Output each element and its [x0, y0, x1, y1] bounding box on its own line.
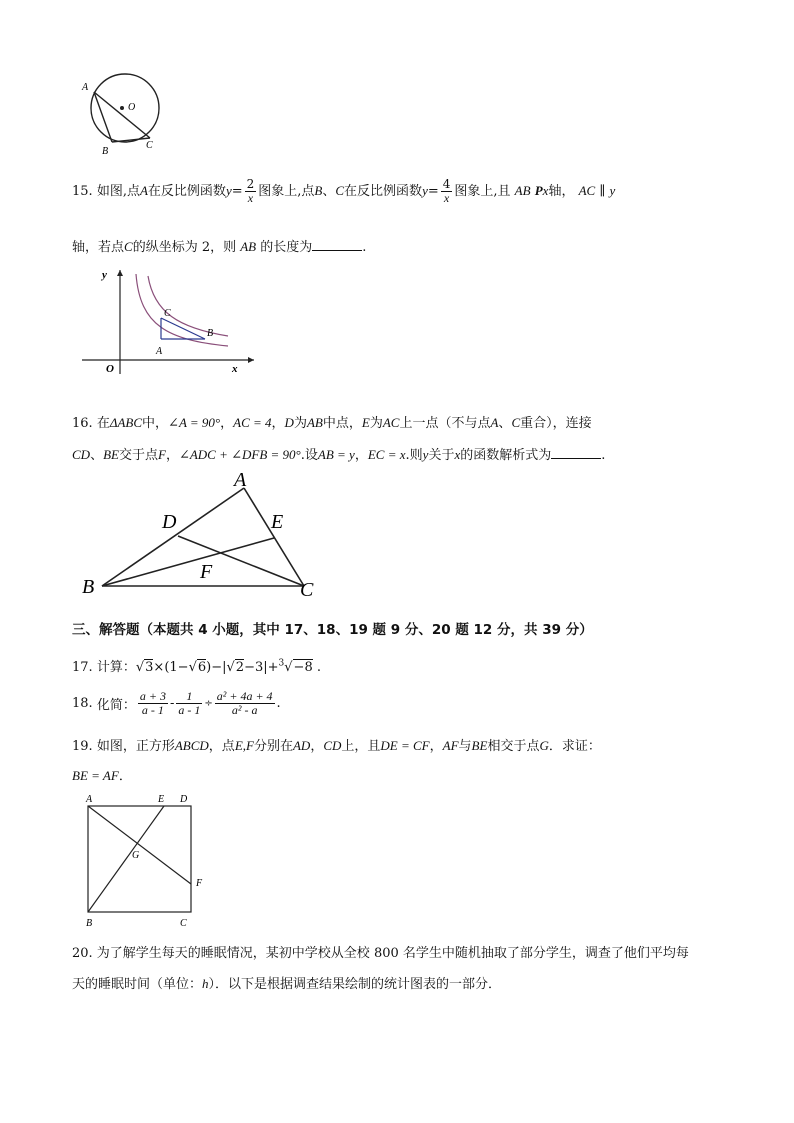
q16-line1: 16. 在ΔABC中，∠A = 90°，AC = 4，D为AB中点，E为AC上一点（不与点A、C重合），连接 [72, 415, 592, 431]
label-A: A [82, 82, 89, 93]
label-F: F [196, 878, 203, 889]
label-B: B [86, 918, 93, 929]
label-C: C [146, 140, 153, 151]
q19-line1: 19. 如图，正方形ABCD，点E,F分别在AD，CD上，且DE = CF，AF与BE相交于点G．求证： [72, 738, 601, 754]
label-x: x [232, 363, 238, 375]
triangle-figure [78, 466, 328, 600]
label-F: F [200, 561, 213, 583]
label-D: D [180, 794, 188, 805]
section-heading: 三、解答题（本题共 4 小题，其中 17、18、19 题 9 分、20 题 12 分，共 39 分） [72, 622, 593, 638]
label-A: A [86, 794, 93, 805]
label-B: B [207, 328, 214, 339]
circle-figure [78, 70, 168, 160]
fraction-2: $\frac{1}{a - 1}$ [178, 689, 201, 717]
q15-line1: 15. 如图,点A在反比例函数y= $\frac{2}{x}$ 图象上,点B、C在反比例函数y= $\frac{4}{x}$ 图象上,且 AB Px轴， AC ∥ y [72, 177, 616, 205]
q20-line1: 20. 为了解学生每天的睡眠情况，某初中学校从全校 800 名学生中随机抽取了部分学生，调查了他们平均每 [72, 946, 689, 961]
q16-line2: CD、BE交于点F，∠ADC + ∠DFB = 90°.设AB = y，EC = x.则y关于x的函数解析式为 . [72, 447, 606, 463]
label-E: E [158, 794, 165, 805]
hyperbola-figure [78, 266, 258, 378]
q20-line2: 天的睡眠时间（单位：h）．以下是根据调查结果绘制的统计图表的一部分． [72, 976, 502, 992]
label-O: O [106, 363, 114, 375]
q15-line2: 轴，若点C的纵坐标为 2，则 AB 的长度为 . [72, 239, 367, 255]
label-C: C [180, 918, 187, 929]
label-D: D [162, 511, 177, 533]
fraction-1: $\frac{a + 3}{a - 1}$ [139, 689, 166, 717]
label-y: y [102, 269, 107, 281]
label-A: A [156, 346, 163, 357]
label-C: C [300, 579, 314, 600]
answer-blank[interactable] [551, 446, 601, 459]
label-O: O [128, 102, 136, 113]
label-B: B [102, 146, 109, 157]
q18-line: 18. 化简： $\frac{a + 3}{a - 1}$ - $\frac{1}{a - 1}$ ÷ $\frac{\text{a² + 4a + 4}}{\text{a² - a}}$ . [72, 689, 281, 717]
label-B: B [82, 576, 95, 598]
square-figure [78, 790, 218, 936]
q17-line: 17. 计算：√3×(1−√6)−|√2−3|+$^3$√−8 . [72, 658, 321, 675]
label-E: E [271, 511, 284, 533]
label-G: G [132, 850, 140, 861]
fraction-3: $\frac{\text{a² + 4a + 4}}{\text{a² - a}}$ [216, 689, 273, 717]
answer-blank[interactable] [312, 238, 362, 251]
fraction-2-over-x: $\frac{2}{x}$ [246, 177, 255, 205]
fraction-4-over-x: $\frac{4}{x}$ [442, 177, 451, 205]
q19-line2: BE = AF． [72, 768, 132, 784]
label-C: C [164, 308, 171, 319]
label-A: A [234, 469, 247, 491]
